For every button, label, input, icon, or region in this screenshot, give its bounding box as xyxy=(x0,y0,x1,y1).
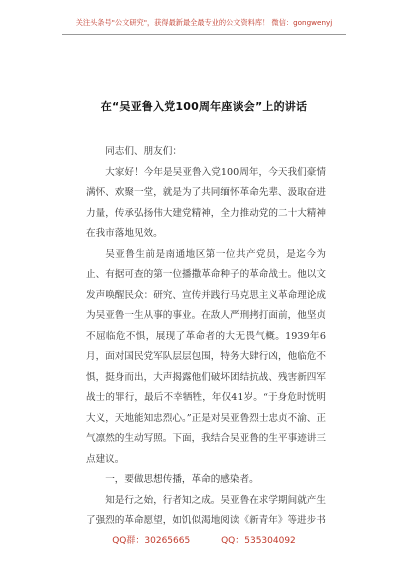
section-heading: 一，要做思想传播，革命的感染者。 xyxy=(105,474,259,485)
document-body xyxy=(86,142,326,532)
header-banner: 关注头条号"公文研究"，获得最新最全最专业的公文资料库！ 微信：gongwenyj xyxy=(75,18,333,27)
footer-contact xyxy=(0,533,408,546)
footer-qq-group: QQ群：30265665 xyxy=(112,536,191,546)
body-paragraph: 大家好！今年是吴亚鲁入党100周年，今天我们豪情满怀、欢聚一堂，就是为了共同缅怀革命先辈、汲取奋进力量，传承弘扬伟大建党精神，全力推动党的二十大精神在我市落地见效。 xyxy=(86,166,326,239)
document-title: 在“吴亚鲁入党100周年座谈会”上的讲话 xyxy=(100,100,308,113)
body-paragraph: 吴亚鲁生前是南通地区第一位共产党员，是迄今为止、有据可查的第一位播撒革命种子的革命战士。他以文发声唤醒民众：研究、宣传并践行马克思主义革命理论成为吴亚鲁一生从事的事业。在敌人严刑拷打面前，他坚贞不屈临危不惧，展现了革命者的大无畏气概。1939年6月，面对国民党军队层层包围，特务大肆行凶，他临危不惧，挺身而出，大声揭露他们破坏团结抗战、残害新四军战士的罪行，最后不幸牺牲，年仅41岁。“于身危时恍明大义，天地能知忠烈心。”正是对吴亚鲁烈士忠贞不渝、正气凛然的生动写照。下面，我结合吴亚鲁的生平事迹讲三点建议。 xyxy=(86,248,326,465)
header-divider xyxy=(62,34,346,35)
body-paragraph: 知是行之始，行者知之成。吴亚鲁在求学期间就产生了强烈的革命愿望，如饥似渴地阅读《新青年》等进步书 xyxy=(86,494,326,526)
footer-qq-number: QQ：535304092 xyxy=(221,536,296,546)
greeting-line: 同志们、朋友们： xyxy=(105,146,182,157)
